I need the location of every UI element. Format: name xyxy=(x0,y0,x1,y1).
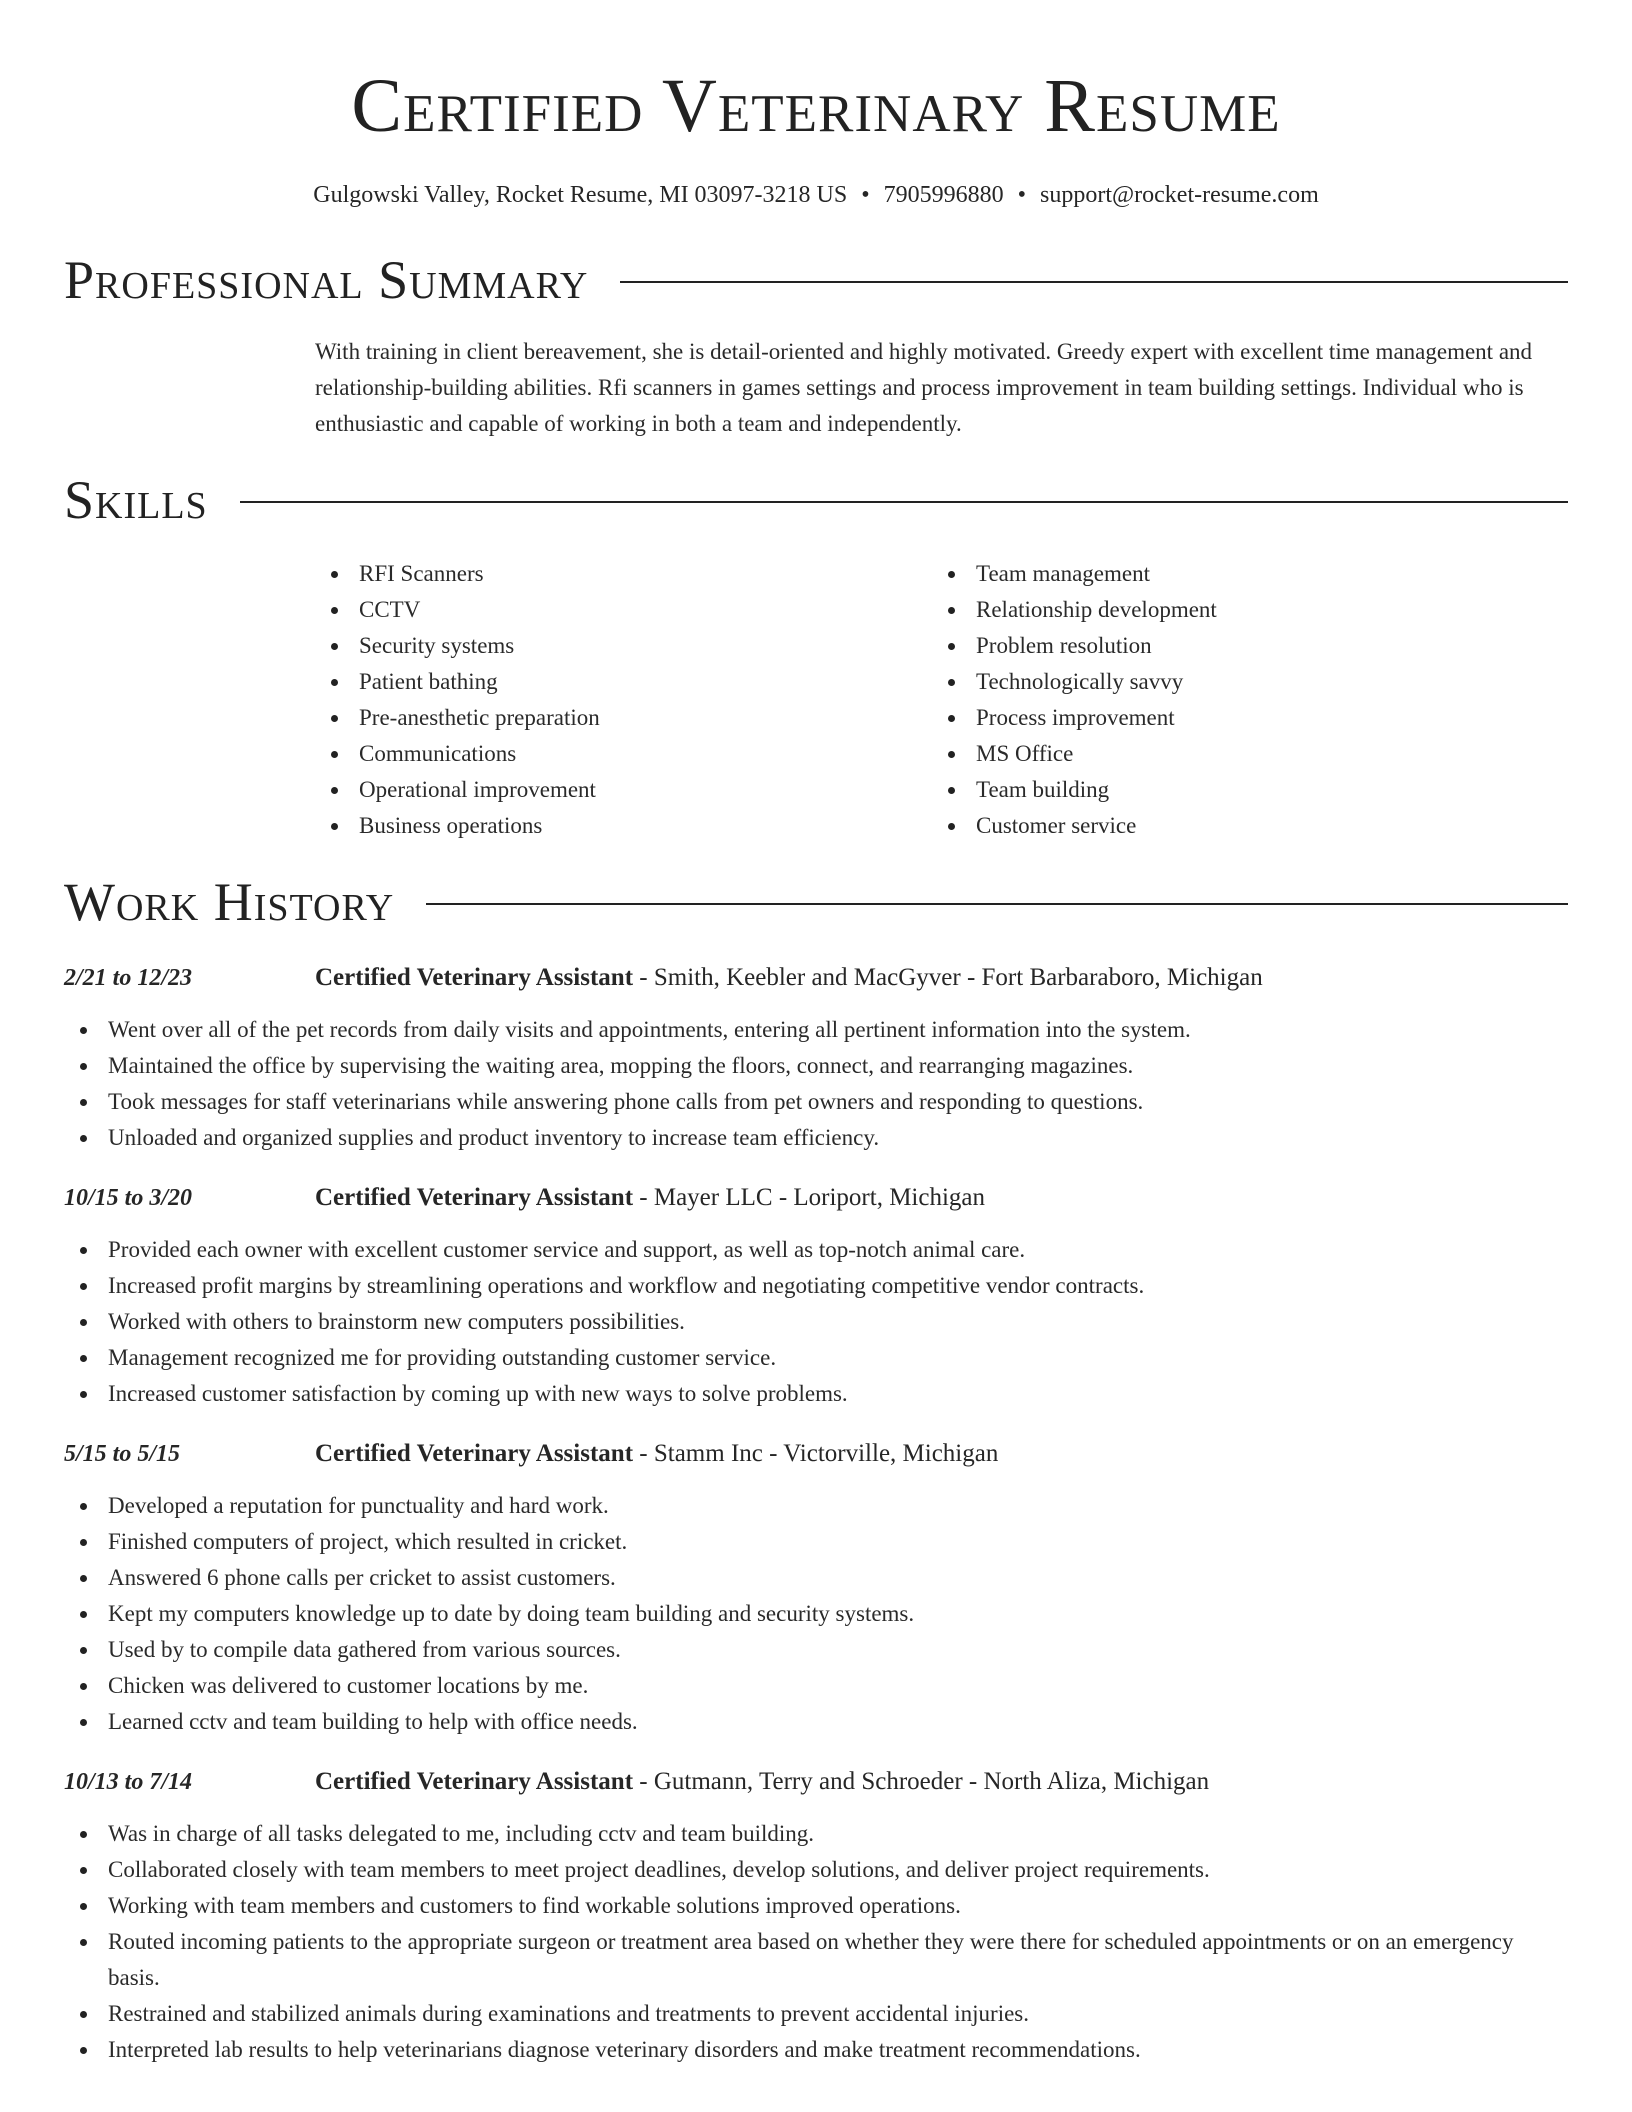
job-duty-item: Answered 6 phone calls per cricket to assist customers. xyxy=(64,1560,1568,1596)
job-title: Certified Veterinary Assistant xyxy=(315,964,634,991)
job-duty-item: Finished computers of project, which resulted in cricket. xyxy=(64,1524,1568,1560)
job-duty-item: Maintained the office by supervising the waiting area, mopping the floors, connect, and rearranging magazines. xyxy=(64,1048,1568,1084)
job-duty-item: Working with team members and customers to find workable solutions improved operations. xyxy=(64,1888,1568,1924)
skill-item: Pre-anesthetic preparation xyxy=(315,700,932,736)
contact-line xyxy=(64,178,1568,212)
contact-email: support@rocket-resume.com xyxy=(1040,182,1319,208)
work-heading: Work History xyxy=(64,872,395,932)
job-duty-item: Increased customer satisfaction by coming up with new ways to solve problems. xyxy=(64,1376,1568,1412)
skills-column-left xyxy=(315,556,932,844)
job-title-line xyxy=(315,1180,985,1216)
job-duty-item: Collaborated closely with team members to meet project deadlines, develop solutions, and deliver project requirements. xyxy=(64,1852,1568,1888)
job-title-line xyxy=(315,1436,998,1472)
skill-item: Patient bathing xyxy=(315,664,932,700)
skills-heading: Skills xyxy=(64,470,208,530)
job-duty-item: Learned cctv and team building to help with office needs. xyxy=(64,1704,1568,1740)
skills-column-right xyxy=(932,556,1549,844)
skill-item: Operational improvement xyxy=(315,772,932,808)
contact-separator: • xyxy=(861,182,870,208)
job-header xyxy=(64,1436,1568,1472)
job-duty-item: Provided each owner with excellent customer service and support, as well as top-notch animal care. xyxy=(64,1232,1568,1268)
job-company-location: - Stamm Inc - Victorville, Michigan xyxy=(633,1440,999,1467)
job-entry xyxy=(64,1180,1568,1412)
job-duty-item: Went over all of the pet records from daily visits and appointments, entering all pertinent information into the system. xyxy=(64,1012,1568,1048)
skills-section-header xyxy=(64,468,1568,532)
job-dates: 10/15 to 3/20 xyxy=(64,1185,193,1211)
skill-item: Process improvement xyxy=(932,700,1549,736)
job-title: Certified Veterinary Assistant xyxy=(315,1184,634,1211)
skill-item: RFI Scanners xyxy=(315,556,932,592)
job-duty-item: Interpreted lab results to help veterinarians diagnose veterinary disorders and make treatment recommendations. xyxy=(64,2032,1568,2068)
section-divider xyxy=(426,903,1568,905)
resume-title: Certified Veterinary Resume xyxy=(351,64,1281,148)
job-title: Certified Veterinary Assistant xyxy=(315,1440,634,1467)
skills-list xyxy=(315,556,1568,844)
job-duty-item: Routed incoming patients to the appropriate surgeon or treatment area based on whether they were there for scheduled appointments or on an emergency basis. xyxy=(64,1924,1568,1996)
job-dates: 2/21 to 12/23 xyxy=(64,965,193,991)
job-title-line xyxy=(315,960,1263,996)
job-entry xyxy=(64,1436,1568,1740)
contact-address: Gulgowski Valley, Rocket Resume, MI 03097-3218 US xyxy=(313,182,848,208)
job-duty-item: Used by to compile data gathered from various sources. xyxy=(64,1632,1568,1668)
job-header xyxy=(64,1764,1568,1800)
job-duty-item: Unloaded and organized supplies and product inventory to increase team efficiency. xyxy=(64,1120,1568,1156)
job-duty-item: Took messages for staff veterinarians while answering phone calls from pet owners and responding to questions. xyxy=(64,1084,1568,1120)
job-duty-item: Restrained and stabilized animals during examinations and treatments to prevent accidental injuries. xyxy=(64,1996,1568,2032)
work-history-list xyxy=(64,960,1568,2068)
skill-item: Team building xyxy=(932,772,1549,808)
job-dates: 5/15 to 5/15 xyxy=(64,1441,181,1467)
summary-section-header xyxy=(64,248,1568,312)
job-entry xyxy=(64,1764,1568,2068)
work-section-header xyxy=(64,870,1568,934)
job-entry xyxy=(64,960,1568,1156)
job-duty-item: Developed a reputation for punctuality and hard work. xyxy=(64,1488,1568,1524)
skill-item: Team management xyxy=(932,556,1549,592)
contact-separator: • xyxy=(1017,182,1027,208)
job-duties-list xyxy=(64,1012,1568,1156)
job-duty-item: Worked with others to brainstorm new computers possibilities. xyxy=(64,1304,1568,1340)
skill-item: Business operations xyxy=(315,808,932,844)
job-duty-item: Management recognized me for providing outstanding customer service. xyxy=(64,1340,1568,1376)
resume-page xyxy=(64,0,1568,2068)
contact-phone: 7905996880 xyxy=(883,182,1004,208)
skill-item: Communications xyxy=(315,736,932,772)
section-divider xyxy=(620,281,1568,283)
job-header xyxy=(64,960,1568,996)
job-title-line xyxy=(315,1764,1209,1800)
summary-heading: Professional Summary xyxy=(64,250,589,310)
job-duties-list xyxy=(64,1488,1568,1740)
skill-item: CCTV xyxy=(315,592,932,628)
skill-item: Security systems xyxy=(315,628,932,664)
job-duty-item: Chicken was delivered to customer locations by me. xyxy=(64,1668,1568,1704)
job-duty-item: Kept my computers knowledge up to date by doing team building and security systems. xyxy=(64,1596,1568,1632)
job-title: Certified Veterinary Assistant xyxy=(315,1768,634,1795)
job-duty-item: Increased profit margins by streamlining operations and workflow and negotiating competitive vendor contracts. xyxy=(64,1268,1568,1304)
skill-item: Relationship development xyxy=(932,592,1549,628)
skill-item: Customer service xyxy=(932,808,1549,844)
section-divider xyxy=(240,501,1568,503)
job-dates: 10/13 to 7/14 xyxy=(64,1769,193,1795)
job-duties-list xyxy=(64,1816,1568,2068)
skill-item: MS Office xyxy=(932,736,1549,772)
job-duty-item: Was in charge of all tasks delegated to me, including cctv and team building. xyxy=(64,1816,1568,1852)
job-company-location: - Mayer LLC - Loriport, Michigan xyxy=(633,1184,986,1211)
job-duties-list xyxy=(64,1232,1568,1412)
skill-item: Problem resolution xyxy=(932,628,1549,664)
job-company-location: - Gutmann, Terry and Schroeder - North Aliza, Michigan xyxy=(633,1768,1210,1795)
skill-item: Technologically savvy xyxy=(932,664,1549,700)
summary-text: With training in client bereavement, she is detail-oriented and highly motivated. Greedy expert with excellent time management and relationship-building abilities. Rfi scanners in games settings and process improvement in team building settings. Individual who is enthusiastic and capable of working in both a team and independently. xyxy=(315,339,1533,436)
job-company-location: - Smith, Keebler and MacGyver - Fort Barbaraboro, Michigan xyxy=(633,964,1263,991)
job-header xyxy=(64,1180,1568,1216)
